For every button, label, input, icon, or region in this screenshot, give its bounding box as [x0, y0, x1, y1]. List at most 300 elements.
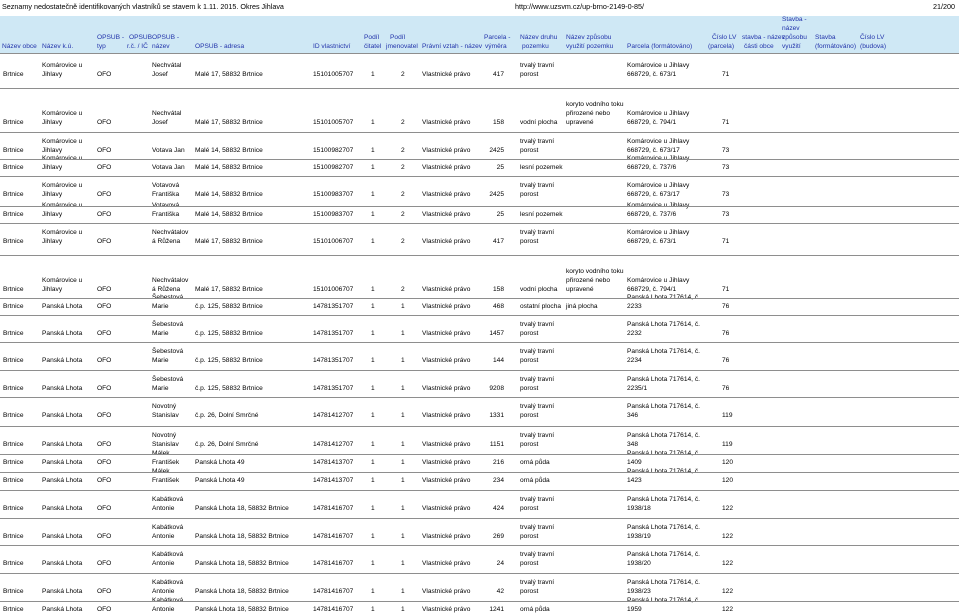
cell-ku: Jihlavy [42, 211, 63, 218]
cell-jmen: 1 [401, 385, 405, 392]
table-row [0, 455, 959, 467]
cell-nazev: Josef [152, 119, 168, 126]
cell-ku: Panská Lhota [42, 412, 83, 419]
cell-nazev: Stanislav [152, 412, 179, 419]
cell-ku: Panská Lhota [42, 330, 83, 337]
cell-id: 14781416707 [313, 533, 354, 540]
cell-obec: Brtnice [3, 357, 24, 364]
cell-adresa: č.p. 26, Dolní Smrčné [195, 412, 259, 419]
cell-jmen: 2 [401, 238, 405, 245]
cell-nazev: František [152, 459, 180, 466]
cell-typ: OFO [97, 459, 112, 466]
cell-parcela: 668729, č. 737/6 [627, 211, 677, 218]
cell-nazev: Kabátková [152, 551, 184, 558]
cell-vymera: 417 [492, 238, 504, 245]
cell-druh: trvalý travní [520, 321, 555, 328]
cell-cit: 1 [371, 459, 375, 466]
cell-vymera: 25 [496, 211, 504, 218]
col-podil-jmenovatel-2: jmenovatel [386, 43, 418, 50]
cell-lv: 122 [722, 606, 734, 613]
cell-vymera: 144 [492, 357, 504, 364]
col-parcela-vymera-2: výměra [485, 43, 507, 50]
cell-jmen: 1 [401, 357, 405, 364]
table-row [0, 546, 959, 568]
cell-jmen: 1 [401, 560, 405, 567]
cell-nazev: Kabátková [152, 524, 184, 531]
cell-adresa: Malé 14, 58832 Brtnice [195, 147, 263, 154]
table-row [0, 574, 959, 596]
table-row [0, 299, 959, 311]
cell-parcela: Komárovice u Jihlavy [627, 182, 690, 189]
cell-adresa: Malé 14, 58832 Brtnice [195, 164, 263, 171]
cell-jmen: 1 [401, 606, 405, 613]
table-header [0, 16, 959, 53]
cell-vztah: Vlastnické právo [422, 533, 471, 540]
cell-cit: 1 [371, 441, 375, 448]
cell-typ: OFO [97, 330, 112, 337]
cell-jmen: 1 [401, 459, 405, 466]
cell-ku: Jihlavy [42, 164, 63, 171]
cell-druh: porost [520, 533, 539, 540]
cell-jmen: 2 [401, 147, 405, 154]
cell-lv: 71 [722, 238, 730, 245]
cell-lv: 122 [722, 533, 734, 540]
cell-jmen: 1 [401, 588, 405, 595]
cell-parcela: Panská Lhota 717614, č. [627, 524, 700, 531]
cell-parcela: 668729, č. 794/1 [627, 119, 677, 126]
cell-typ: OFO [97, 147, 112, 154]
cell-parcela: Panská Lhota 717614, č. [627, 579, 700, 586]
cell-lv: 73 [722, 191, 730, 198]
cell-jmen: 2 [401, 286, 405, 293]
cell-lv: 120 [722, 459, 734, 466]
cell-druh: lesní pozemek [520, 164, 563, 171]
cell-vztah: Vlastnické právo [422, 412, 471, 419]
cell-druh: orná půda [520, 459, 550, 466]
cell-id: 15100982707 [313, 147, 354, 154]
cell-lv: 76 [722, 385, 730, 392]
cell-id: 14781412707 [313, 412, 354, 419]
cell-nazev: Nechvátal [152, 62, 182, 69]
col-cislo-lv-1: Číslo LV [712, 34, 737, 41]
cell-vztah: Vlastnické právo [422, 211, 471, 218]
cell-typ: OFO [97, 357, 112, 364]
cell-cit: 1 [371, 191, 375, 198]
cell-nazev: Šebestová [152, 376, 184, 383]
col-podil-jmenovatel-1: Podíl [390, 34, 406, 41]
cell-nazev: Nechvátalov [152, 229, 189, 236]
cell-parcela: 2234 [627, 357, 642, 364]
cell-vymera: 468 [492, 303, 504, 310]
cell-typ: OFO [97, 505, 112, 512]
cell-cit: 1 [371, 303, 375, 310]
cell-ku: Panská Lhota [42, 505, 83, 512]
cell-cit: 1 [371, 147, 375, 154]
col-opsub-adresa: OPSUB - adresa [195, 43, 245, 50]
cell-cit: 1 [371, 477, 375, 484]
col-cislo-lv-budova-1: Číslo LV [860, 34, 885, 41]
cell-druh: porost [520, 560, 539, 567]
cell-cit: 1 [371, 211, 375, 218]
cell-nazev: Novotný [152, 432, 177, 439]
cell-ku: Panská Lhota [42, 477, 83, 484]
cell-ku: Jihlavy [42, 71, 63, 78]
cell-jmen: 1 [401, 533, 405, 540]
cell-adresa: Malé 14, 58832 Brtnice [195, 191, 263, 198]
cell-druh: trvalý travní [520, 496, 555, 503]
cell-cit: 1 [371, 385, 375, 392]
cell-vztah: Vlastnické právo [422, 303, 471, 310]
cell-vztah: Vlastnické právo [422, 588, 471, 595]
cell-parcela: 668729, č. 673/1 [627, 238, 677, 245]
cell-druh: trvalý travní [520, 348, 555, 355]
cell-cit: 1 [371, 505, 375, 512]
cell-zpusob: přirozené nebo [566, 277, 610, 284]
cell-cit: 1 [371, 357, 375, 364]
cell-vymera: 158 [492, 119, 504, 126]
cell-obec: Brtnice [3, 147, 24, 154]
cell-ku: Komárovice u [42, 62, 83, 69]
cell-lv: 73 [722, 164, 730, 171]
col-nazev-druhu-1: Název druhu [520, 34, 558, 41]
cell-druh: trvalý travní [520, 551, 555, 558]
table-row [0, 160, 959, 172]
cell-druh: ostatní plocha [520, 303, 562, 310]
cell-adresa: Panská Lhota 49 [195, 459, 245, 466]
cell-jmen: 1 [401, 330, 405, 337]
cell-typ: OFO [97, 191, 112, 198]
table-row [0, 89, 959, 127]
cell-lv: 122 [722, 588, 734, 595]
table-row [0, 177, 959, 199]
cell-druh: trvalý travní [520, 432, 555, 439]
cell-jmen: 1 [401, 441, 405, 448]
cell-typ: OFO [97, 412, 112, 419]
cell-adresa: Panská Lhota 49 [195, 477, 245, 484]
cell-vymera: 1151 [489, 441, 504, 448]
cell-adresa: č.p. 125, 58832 Brtnice [195, 303, 263, 310]
cell-vymera: 269 [492, 533, 504, 540]
table-row [0, 207, 959, 219]
cell-jmen: 2 [401, 71, 405, 78]
col-podil-citatel-2: čitatel [364, 43, 382, 50]
cell-vymera: 42 [496, 588, 504, 595]
col-stavba-nazev-1: stavba - název [742, 34, 785, 41]
cell-nazev: Votava Jan [152, 147, 185, 154]
cell-druh: porost [520, 71, 539, 78]
cell-id: 15100983707 [313, 211, 354, 218]
cell-lv: 76 [722, 330, 730, 337]
cell-obec: Brtnice [3, 459, 24, 466]
col-stavba-format-2: (formátováno) [815, 43, 857, 50]
cell-ku: Panská Lhota [42, 533, 83, 540]
cell-zpusob: upravené [566, 119, 594, 126]
cell-nazev: Marie [152, 357, 169, 364]
cell-ku: Jihlavy [42, 191, 63, 198]
cell-druh: porost [520, 357, 539, 364]
cell-parcela: 668729, č. 673/1 [627, 71, 677, 78]
col-opsub-nazev-1: OPSUB - [152, 34, 180, 41]
cell-parcela: 668729, č. 673/17 [627, 147, 680, 154]
col-parcela-vymera-1: Parcela - [484, 34, 511, 41]
cell-druh: porost [520, 330, 539, 337]
cell-parcela: 668729, č. 737/6 [627, 164, 677, 171]
cell-obec: Brtnice [3, 211, 24, 218]
cell-cit: 1 [371, 560, 375, 567]
cell-lv: 119 [722, 412, 733, 419]
cell-jmen: 1 [401, 412, 405, 419]
cell-parcela: Komárovice u Jihlavy [627, 229, 690, 236]
cell-parcela: Komárovice u Jihlavy [627, 110, 690, 117]
cell-ku: Komárovice u [42, 138, 83, 145]
col-stavba-zpusob-4: využití [782, 43, 801, 50]
cell-typ: OFO [97, 211, 112, 218]
cell-parcela: 2235/1 [627, 385, 648, 392]
table-row [0, 256, 959, 294]
cell-typ: OFO [97, 588, 112, 595]
cell-druh: porost [520, 147, 539, 154]
cell-druh: trvalý travní [520, 229, 555, 236]
cell-druh: porost [520, 505, 539, 512]
col-nazev-zpusobu-2: využití pozemku [566, 43, 614, 50]
page-url[interactable]: http://www.uzsvm.cz/up-brno-2149-0-85/ [515, 2, 645, 11]
cell-vymera: 216 [492, 459, 504, 466]
cell-typ: OFO [97, 71, 112, 78]
cell-druh: vodní plocha [520, 286, 558, 293]
cell-druh: trvalý travní [520, 376, 555, 383]
cell-parcela: Panská Lhota 717614, č. [627, 551, 700, 558]
cell-adresa: č.p. 26, Dolní Smrčné [195, 441, 259, 448]
cell-parcela: Panská Lhota 717614, č. [627, 432, 700, 439]
cell-lv: 73 [722, 211, 730, 218]
cell-zpusob: přirozené nebo [566, 110, 610, 117]
cell-parcela: 348 [627, 441, 639, 448]
cell-id: 14781416707 [313, 505, 354, 512]
col-parcela-formatovano: Parcela (formátováno) [627, 43, 693, 50]
cell-adresa: Panská Lhota 18, 58832 Brtnice [195, 560, 289, 567]
cell-cit: 1 [371, 588, 375, 595]
cell-zpusob: koryto vodního toku [566, 268, 624, 275]
cell-vztah: Vlastnické právo [422, 164, 471, 171]
cell-vymera: 24 [496, 560, 504, 567]
cell-parcela: 346 [627, 412, 639, 419]
cell-nazev: Novotný [152, 403, 177, 410]
cell-nazev: Antonie [152, 560, 175, 567]
table-row [0, 427, 959, 449]
cell-id: 15101005707 [313, 71, 354, 78]
cell-typ: OFO [97, 533, 112, 540]
cell-lv: 119 [722, 441, 733, 448]
cell-nazev: Antonie [152, 533, 175, 540]
cell-nazev: Kabátková [152, 496, 184, 503]
cell-jmen: 1 [401, 505, 405, 512]
cell-parcela: Panská Lhota 717614, č. [627, 496, 700, 503]
page-title: Seznamy nedostatečně identifikovaných vlastníků se stavem k 1.11. 2015. Okres Jihlava [2, 2, 284, 11]
cell-nazev: Nechvátal [152, 110, 182, 117]
cell-vztah: Vlastnické právo [422, 441, 471, 448]
cell-vymera: 2425 [489, 191, 504, 198]
cell-nazev: Františka [152, 191, 180, 198]
cell-id: 14781351707 [313, 357, 354, 364]
cell-parcela: 1959 [627, 606, 642, 613]
cell-nazev: Votavová [152, 182, 180, 189]
cell-adresa: č.p. 125, 58832 Brtnice [195, 357, 263, 364]
cell-ku: Panská Lhota [42, 303, 83, 310]
cell-vztah: Vlastnické právo [422, 286, 471, 293]
cell-parcela: 2232 [627, 330, 642, 337]
cell-lv: 76 [722, 357, 730, 364]
cell-id: 14781412707 [313, 441, 354, 448]
cell-druh: porost [520, 238, 539, 245]
cell-id: 14781413707 [313, 477, 354, 484]
cell-jmen: 2 [401, 191, 405, 198]
cell-adresa: Malé 17, 58832 Brtnice [195, 286, 263, 293]
cell-vztah: Vlastnické právo [422, 147, 471, 154]
cell-nazev: Antonie [152, 505, 175, 512]
table-row [0, 473, 959, 485]
cell-id: 15101005707 [313, 119, 354, 126]
cell-vztah: Vlastnické právo [422, 238, 471, 245]
cell-vymera: 1457 [489, 330, 504, 337]
cell-ku: Jihlavy [42, 147, 63, 154]
cell-nazev: Votava Jan [152, 164, 185, 171]
cell-druh: porost [520, 412, 539, 419]
cell-lv: 122 [722, 560, 734, 567]
col-opsub-nazev-2: název [152, 43, 170, 50]
cell-adresa: Malé 14, 58832 Brtnice [195, 211, 263, 218]
cell-parcela: Panská Lhota 717614, č. [627, 403, 700, 410]
cell-id: 14781416707 [313, 606, 354, 613]
cell-nazev: Stanislav [152, 441, 179, 448]
table-row [0, 602, 959, 614]
cell-id: 14781413707 [313, 459, 354, 466]
cell-typ: OFO [97, 238, 112, 245]
cell-vztah: Vlastnické právo [422, 119, 471, 126]
cell-ku: Panská Lhota [42, 606, 83, 613]
cell-jmen: 2 [401, 164, 405, 171]
cell-adresa: Panská Lhota 18, 58832 Brtnice [195, 588, 289, 595]
col-cislo-lv-2: (parcela) [708, 43, 735, 50]
cell-druh: trvalý travní [520, 579, 555, 586]
cell-druh: trvalý travní [520, 524, 555, 531]
col-nazev-zpusobu-1: Název způsobu [566, 34, 612, 41]
cell-nazev: Josef [152, 71, 168, 78]
cell-druh: trvalý travní [520, 182, 555, 189]
cell-obec: Brtnice [3, 164, 24, 171]
col-id-vlastnictvi: ID vlastnictví [313, 43, 351, 50]
cell-obec: Brtnice [3, 533, 24, 540]
cell-typ: OFO [97, 606, 112, 613]
cell-parcela: 1938/18 [627, 505, 651, 512]
col-opsub-typ-1: OPSUB - [97, 34, 125, 41]
cell-parcela: 1938/23 [627, 588, 651, 595]
cell-cit: 1 [371, 412, 375, 419]
col-podil-citatel-1: Podíl [364, 34, 380, 41]
cell-id: 15101006707 [313, 286, 354, 293]
cell-vymera: 158 [492, 286, 504, 293]
cell-nazev: Marie [152, 303, 169, 310]
cell-typ: OFO [97, 385, 112, 392]
cell-typ: OFO [97, 164, 112, 171]
cell-parcela: 668729, č. 673/17 [627, 191, 680, 198]
cell-adresa: Malé 17, 58832 Brtnice [195, 119, 263, 126]
cell-ku: Panská Lhota [42, 588, 83, 595]
cell-nazev: Antonie [152, 606, 175, 613]
col-pravni-vztah: Právní vztah - název [422, 43, 483, 50]
cell-nazev: á Růžena [152, 286, 181, 293]
cell-ku: Komárovice u [42, 229, 83, 236]
cell-ku: Panská Lhota [42, 441, 83, 448]
table-row [0, 491, 959, 513]
cell-obec: Brtnice [3, 441, 24, 448]
cell-vztah: Vlastnické právo [422, 385, 471, 392]
cell-druh: lesní pozemek [520, 211, 563, 218]
cell-druh: porost [520, 588, 539, 595]
cell-vztah: Vlastnické právo [422, 330, 471, 337]
cell-obec: Brtnice [3, 385, 24, 392]
table-row [0, 371, 959, 393]
cell-druh: trvalý travní [520, 62, 555, 69]
cell-parcela: Panská Lhota 717614, č. [627, 376, 700, 383]
cell-lv: 71 [722, 71, 730, 78]
cell-obec: Brtnice [3, 119, 24, 126]
col-opsub-rc-2: r.č. / IČ [127, 43, 148, 50]
cell-zpusob: jiná plocha [566, 303, 598, 310]
cell-id: 14781351707 [313, 330, 354, 337]
cell-cit: 1 [371, 164, 375, 171]
cell-lv: 120 [722, 477, 734, 484]
cell-parcela: 668729, č. 794/1 [627, 286, 677, 293]
cell-vymera: 25 [496, 164, 504, 171]
cell-nazev: á Růžena [152, 238, 181, 245]
cell-obec: Brtnice [3, 560, 24, 567]
table-row [0, 519, 959, 541]
cell-nazev: Františka [152, 211, 180, 218]
cell-adresa: č.p. 125, 58832 Brtnice [195, 330, 263, 337]
cell-jmen: 2 [401, 119, 405, 126]
cell-ku: Panská Lhota [42, 385, 83, 392]
cell-typ: OFO [97, 119, 112, 126]
col-stavba-zpusob-1: Stavba - [782, 16, 807, 23]
cell-nazev: Marie [152, 385, 169, 392]
cell-parcela: 1409 [627, 459, 642, 466]
cell-nazev: Marie [152, 330, 169, 337]
cell-lv: 76 [722, 303, 730, 310]
cell-druh: porost [520, 441, 539, 448]
cell-adresa: Panská Lhota 18, 58832 Brtnice [195, 505, 289, 512]
cell-id: 14781416707 [313, 560, 354, 567]
cell-ku: Panská Lhota [42, 560, 83, 567]
cell-vymera: 2425 [489, 147, 504, 154]
cell-adresa: Panská Lhota 18, 58832 Brtnice [195, 533, 289, 540]
cell-nazev: Nechvátalov [152, 277, 189, 284]
cell-ku: Panská Lhota [42, 357, 83, 364]
table-row [0, 316, 959, 338]
cell-ku: Jihlavy [42, 119, 63, 126]
cell-typ: OFO [97, 286, 112, 293]
cell-obec: Brtnice [3, 286, 24, 293]
cell-cit: 1 [371, 71, 375, 78]
cell-nazev: František [152, 477, 180, 484]
col-opsub-typ-2: typ [97, 43, 106, 50]
col-opsub-rc-1: OPSUB [129, 34, 153, 41]
col-stavba-format-1: Stavba [815, 34, 836, 41]
cell-obec: Brtnice [3, 505, 24, 512]
cell-parcela: 1938/19 [627, 533, 651, 540]
cell-id: 14781416707 [313, 588, 354, 595]
cell-parcela: 2233 [627, 303, 642, 310]
cell-jmen: 2 [401, 211, 405, 218]
